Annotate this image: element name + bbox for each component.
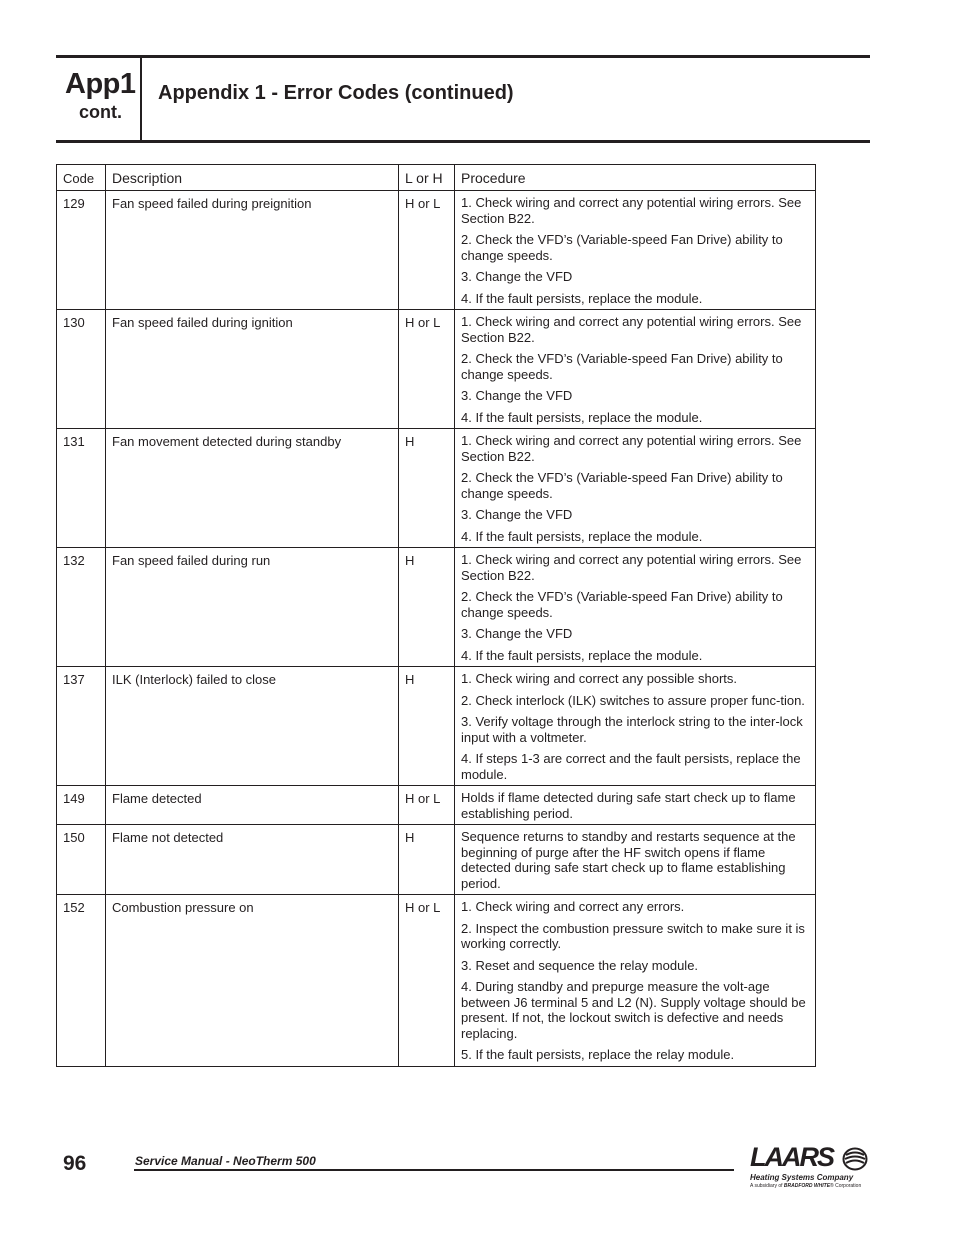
procedure-step: 2. Check the VFD’s (Variable-speed Fan Drive) ability to change speeds. bbox=[461, 470, 783, 501]
procedure-step: 1. Check wiring and correct any potential wiring errors. See Section B22. bbox=[461, 552, 802, 583]
footer-rule bbox=[134, 1169, 734, 1171]
procedure-step: 1. Check wiring and correct any possible shorts. bbox=[461, 671, 738, 686]
cell-description: Fan speed failed during ignition bbox=[106, 310, 399, 429]
cell-code: 131 bbox=[57, 429, 106, 548]
section-tab-sub: cont. bbox=[79, 102, 122, 122]
cell-procedure bbox=[455, 825, 816, 895]
table-row bbox=[57, 548, 816, 667]
page-title: Appendix 1 - Error Codes (continued) bbox=[158, 82, 514, 104]
column-header-code: Code bbox=[57, 165, 106, 191]
procedure-step: 2. Inspect the combustion pressure switch to make sure it is working correctly. bbox=[461, 920, 805, 951]
swirl-emblem-icon bbox=[842, 1147, 868, 1171]
section-tab-label: App1 bbox=[65, 68, 136, 100]
table-row bbox=[57, 429, 816, 548]
procedure-step: 5. If the fault persists, replace the relay module. bbox=[461, 1047, 735, 1062]
cell-procedure bbox=[455, 895, 816, 1067]
cell-code: 150 bbox=[57, 825, 106, 895]
table-row bbox=[57, 310, 816, 429]
cell-procedure bbox=[455, 548, 816, 667]
cell-description: Fan speed failed during run bbox=[106, 548, 399, 667]
table-row bbox=[57, 667, 816, 786]
table-row bbox=[57, 895, 816, 1067]
procedure-step: 3. Change the VFD bbox=[461, 507, 573, 522]
header-top-rule bbox=[56, 55, 870, 58]
cell-l-or-h: H or L bbox=[399, 895, 455, 1067]
laars-logo bbox=[748, 1142, 870, 1189]
logo-tagline: Heating Systems Company bbox=[750, 1173, 854, 1182]
cell-code: 137 bbox=[57, 667, 106, 786]
column-header-procedure: Procedure bbox=[455, 165, 816, 191]
cell-description: Combustion pressure on bbox=[106, 895, 399, 1067]
procedure-step: 2. Check the VFD’s (Variable-speed Fan Drive) ability to change speeds. bbox=[461, 351, 783, 382]
cell-code: 129 bbox=[57, 191, 106, 310]
procedure-step: 2. Check the VFD’s (Variable-speed Fan Drive) ability to change speeds. bbox=[461, 232, 783, 263]
cell-l-or-h: H bbox=[399, 667, 455, 786]
cell-code: 152 bbox=[57, 895, 106, 1067]
procedure-step: 4. During standby and prepurge measure the volt-age between J6 terminal 5 and L2 (N). Supply voltage should be present. If not, the lockout switch is defective and needs replacing. bbox=[461, 979, 806, 1041]
cell-code: 132 bbox=[57, 548, 106, 667]
header-bottom-rule bbox=[56, 140, 870, 143]
page-number: 96 bbox=[63, 1152, 87, 1175]
column-header-l-or-h: L or H bbox=[399, 165, 455, 191]
cell-procedure bbox=[455, 429, 816, 548]
cell-description: Fan speed failed during preignition bbox=[106, 191, 399, 310]
cell-description: ILK (Interlock) failed to close bbox=[106, 667, 399, 786]
cell-code: 130 bbox=[57, 310, 106, 429]
procedure-step: 4. If the fault persists, replace the module. bbox=[461, 290, 703, 306]
manual-title: Service Manual - NeoTherm 500 bbox=[135, 1154, 316, 1168]
logo-subsidiary-suffix: ® Corporation bbox=[830, 1183, 862, 1189]
cell-procedure bbox=[455, 191, 816, 310]
logo-subsidiary bbox=[750, 1183, 861, 1189]
procedure-step: 3. Reset and sequence the relay module. bbox=[461, 957, 699, 973]
cell-description: Flame detected bbox=[106, 786, 399, 825]
procedure-step: 1. Check wiring and correct any errors. bbox=[461, 899, 685, 914]
cell-l-or-h: H or L bbox=[399, 310, 455, 429]
cell-l-or-h: H or L bbox=[399, 786, 455, 825]
procedure-step: 3. Change the VFD bbox=[461, 388, 573, 403]
logo-subsidiary-brand: BRADFORD WHITE bbox=[783, 1183, 831, 1189]
logo-wordmark: LAARS bbox=[750, 1142, 833, 1172]
procedure-step: 2. Check interlock (ILK) switches to assure proper func-tion. bbox=[461, 692, 805, 708]
cell-procedure bbox=[455, 667, 816, 786]
cell-l-or-h: H bbox=[399, 548, 455, 667]
logo-subsidiary-prefix: A subsidiary of bbox=[750, 1183, 783, 1189]
cell-procedure bbox=[455, 786, 816, 825]
table-row bbox=[57, 191, 816, 310]
procedure-step: 3. Verify voltage through the interlock string to the inter-lock input with a voltmeter. bbox=[461, 714, 803, 745]
procedure-step: 4. If the fault persists, replace the module. bbox=[461, 528, 703, 544]
procedure-step: 4. If steps 1-3 are correct and the fault persists, replace the module. bbox=[461, 751, 801, 782]
header-divider bbox=[140, 58, 142, 140]
procedure-step: 1. Check wiring and correct any potential wiring errors. See Section B22. bbox=[461, 195, 802, 226]
error-codes-table bbox=[56, 164, 816, 1067]
cell-l-or-h: H bbox=[399, 429, 455, 548]
table-row bbox=[57, 786, 816, 825]
procedure-step: Sequence returns to standby and restarts sequence at the beginning of purge after the HF switch opens if flame detected during safe start check up to flame establishing period. bbox=[461, 829, 796, 891]
table-row bbox=[57, 825, 816, 895]
procedure-step: 3. Change the VFD bbox=[461, 626, 573, 641]
procedure-step: 1. Check wiring and correct any potential wiring errors. See Section B22. bbox=[461, 433, 802, 464]
procedure-step: 4. If the fault persists, replace the module. bbox=[461, 647, 703, 663]
cell-code: 149 bbox=[57, 786, 106, 825]
cell-description: Flame not detected bbox=[106, 825, 399, 895]
cell-l-or-h: H or L bbox=[399, 191, 455, 310]
cell-procedure bbox=[455, 310, 816, 429]
cell-description: Fan movement detected during standby bbox=[106, 429, 399, 548]
procedure-step: 4. If the fault persists, replace the module. bbox=[461, 409, 703, 425]
table-header-row bbox=[57, 165, 816, 191]
cell-l-or-h: H bbox=[399, 825, 455, 895]
procedure-step: 3. Change the VFD bbox=[461, 269, 573, 284]
procedure-step: Holds if flame detected during safe start check up to flame establishing period. bbox=[461, 790, 796, 821]
procedure-step: 2. Check the VFD’s (Variable-speed Fan Drive) ability to change speeds. bbox=[461, 589, 783, 620]
column-header-description: Description bbox=[106, 165, 399, 191]
procedure-step: 1. Check wiring and correct any potential wiring errors. See Section B22. bbox=[461, 314, 802, 345]
